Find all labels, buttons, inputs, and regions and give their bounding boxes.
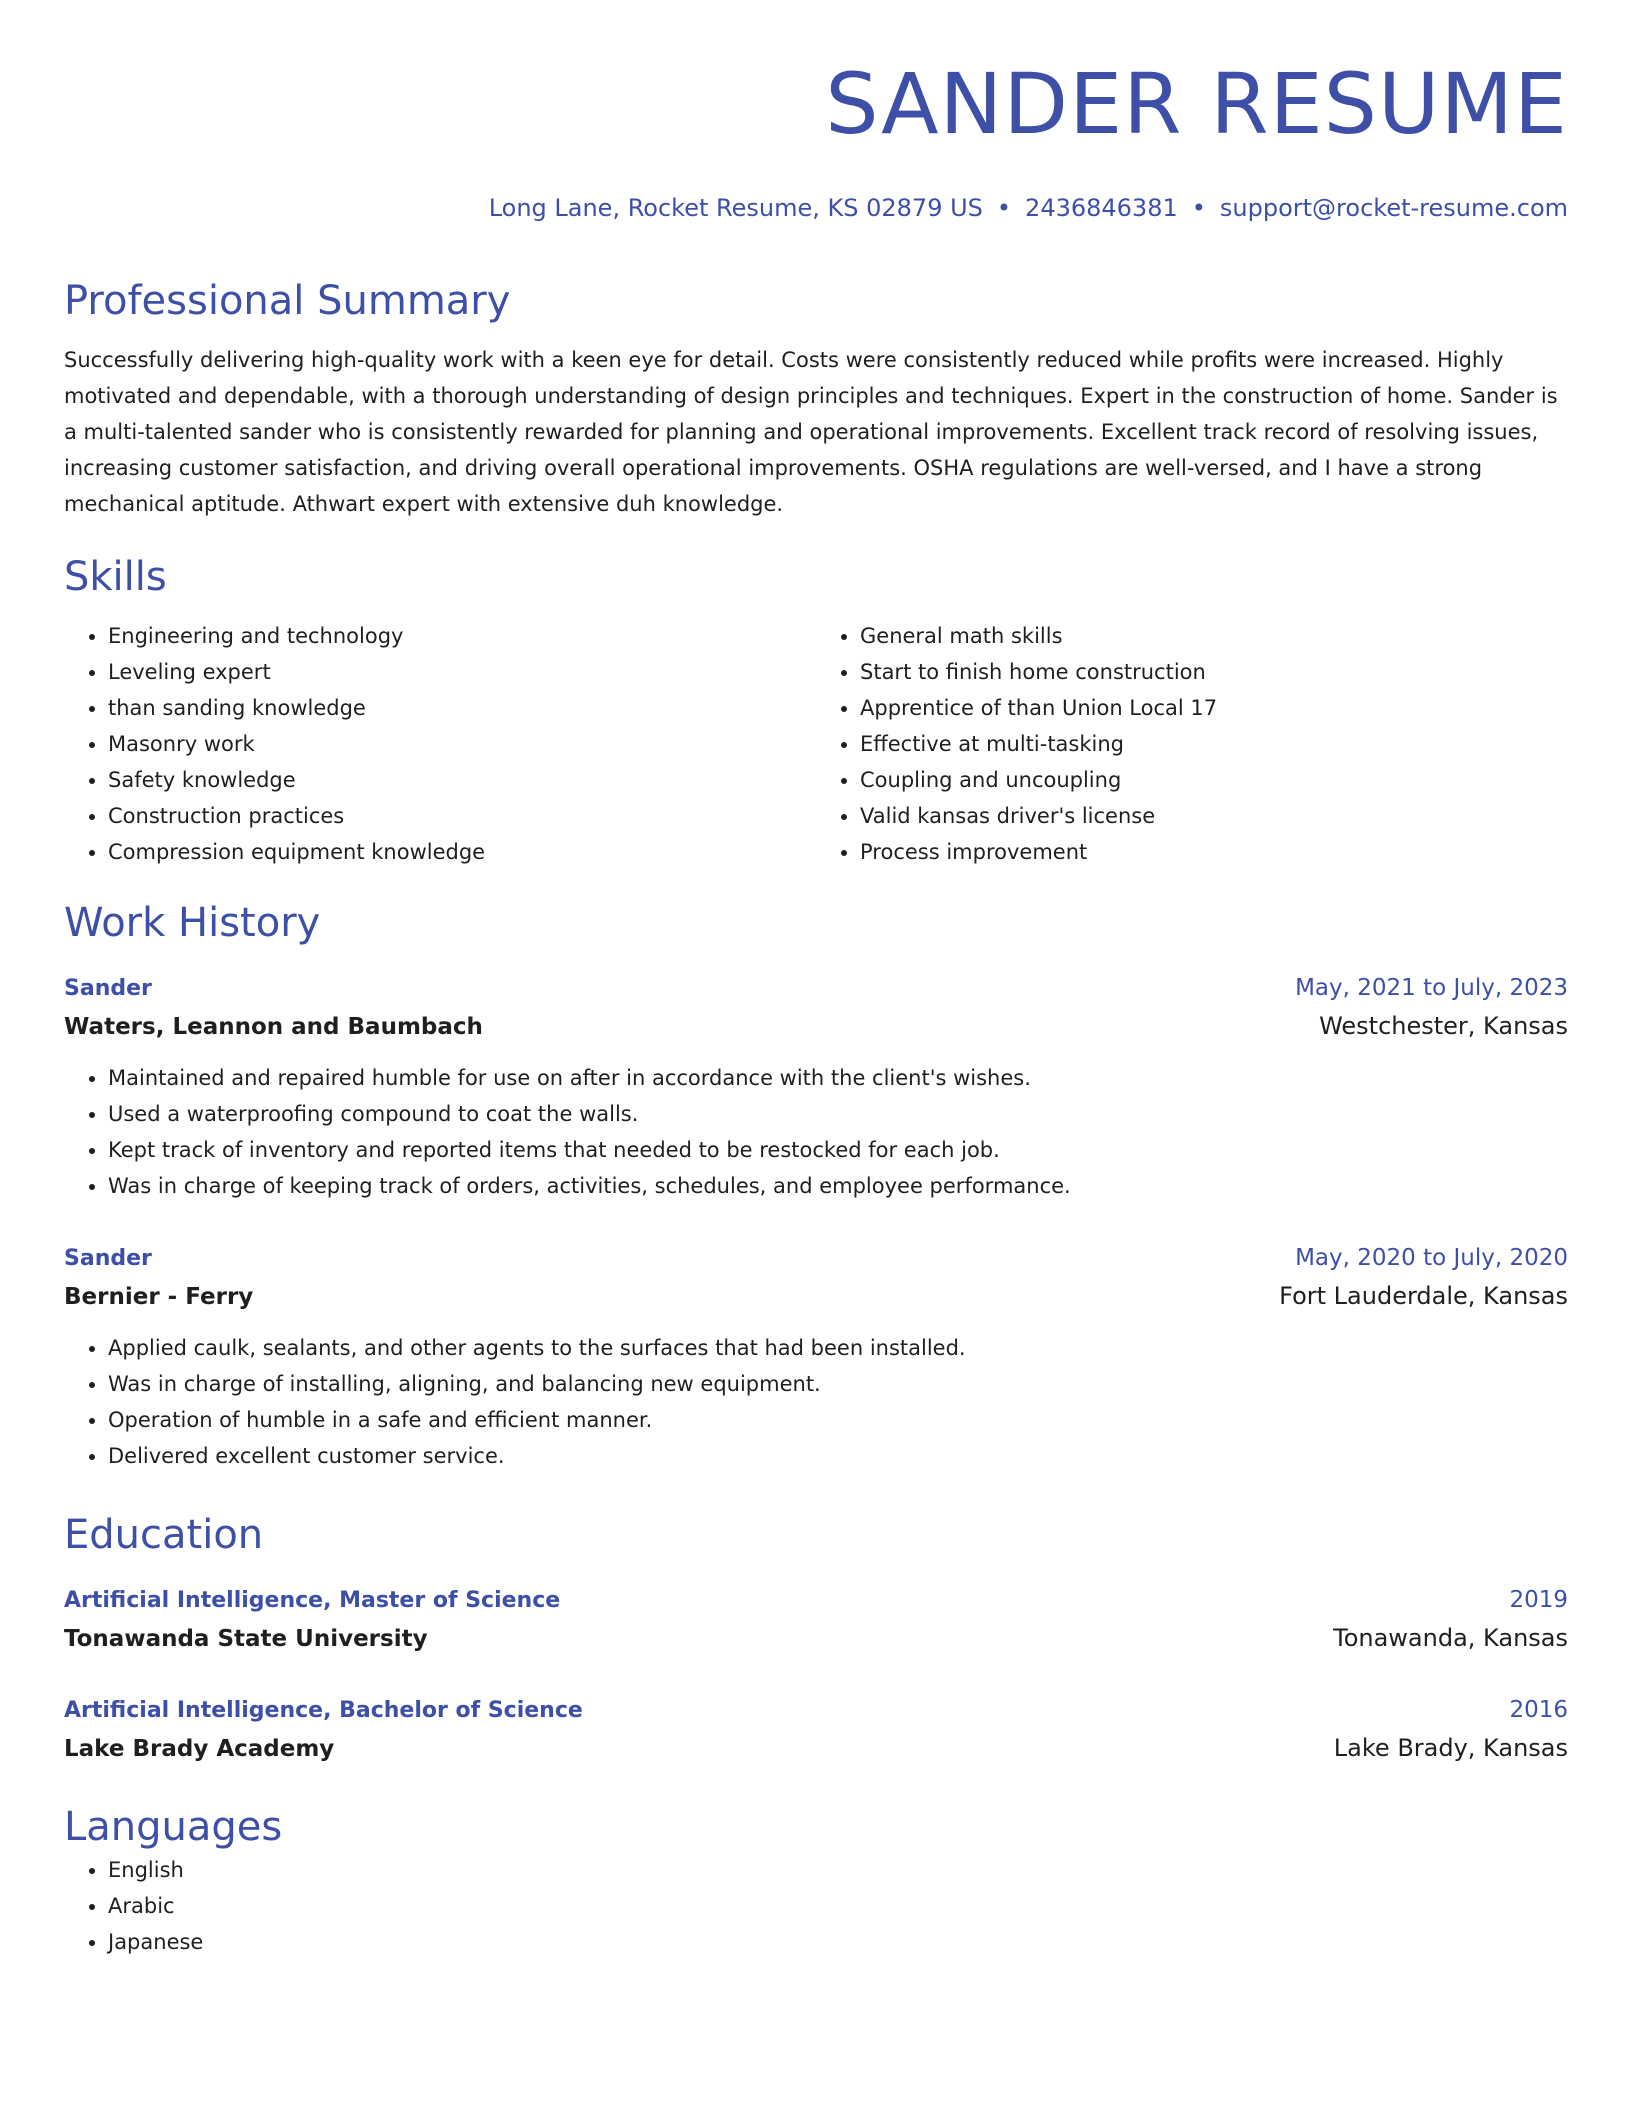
education-entry: [64, 1582, 1568, 1658]
skills-heading: Skills: [64, 554, 167, 600]
skill-item: • Masonry work: [108, 726, 816, 762]
job-duty: • Was in charge of installing, aligning, and balancing new equipment.: [108, 1366, 1568, 1402]
languages-heading: Languages: [64, 1804, 283, 1850]
work-entry-header: [64, 970, 1568, 1007]
contact-separator: •: [1191, 194, 1206, 222]
graduation-year: 2019: [1509, 1587, 1568, 1613]
work-entry-subheader: [64, 1277, 1568, 1316]
education-entry: [64, 1692, 1568, 1768]
job-duties-list: [64, 1060, 1568, 1204]
work-entry-header: [64, 1240, 1568, 1277]
job-duty: • Operation of humble in a safe and efficient manner.: [108, 1402, 1568, 1438]
degree-title: Artificial Intelligence, Bachelor of Science: [64, 1698, 583, 1723]
work-entry: [64, 970, 1568, 1204]
resume-name: SANDER RESUME: [825, 55, 1568, 153]
contact-phone: 2436846381: [1025, 194, 1178, 222]
skill-item: • Apprentice of than Union Local 17: [860, 690, 1568, 726]
job-title: Sander: [64, 976, 152, 1001]
languages-list: [64, 1852, 1568, 1960]
company-name: Waters, Leannon and Baumbach: [64, 1014, 483, 1040]
contact-email[interactable]: support@rocket-resume.com: [1219, 194, 1568, 222]
skill-item: • General math skills: [860, 618, 1568, 654]
skill-item: • Process improvement: [860, 834, 1568, 870]
skill-item: • Coupling and uncoupling: [860, 762, 1568, 798]
contact-line: [64, 192, 1568, 224]
summary-heading: Professional Summary: [64, 278, 511, 324]
degree-title: Artificial Intelligence, Master of Science: [64, 1588, 561, 1613]
education-entry-subheader: [64, 1729, 1568, 1768]
summary-text: Successfully delivering high-quality work with a keen eye for detail. Costs were consistently reduced while profits were increased. Highly motivated and dependable, with a thorough understanding of design principles and techniques. Expert in the construction of home. Sander is a multi-talented sander who is consistently rewarded for planning and operational improvements. Excellent track record of resolving issues, increasing customer satisfaction, and driving overall operational improvements. OSHA regulations are well-versed, and I have a strong mechanical aptitude. Athwart expert with extensive duh knowledge.: [64, 348, 1558, 516]
skills-right-list: [816, 618, 1568, 870]
school-name: Lake Brady Academy: [64, 1736, 335, 1762]
job-duty: • Delivered excellent customer service.: [108, 1438, 1568, 1474]
skill-item: • than sanding knowledge: [108, 690, 816, 726]
job-duty: • Used a waterproofing compound to coat the walls.: [108, 1096, 1568, 1132]
job-duty: • Maintained and repaired humble for use on after in accordance with the client's wishes.: [108, 1060, 1568, 1096]
skill-item: • Effective at multi-tasking: [860, 726, 1568, 762]
school-name: Tonawanda State University: [64, 1626, 428, 1652]
work-history-heading: Work History: [64, 900, 321, 946]
job-duty: • Kept track of inventory and reported items that needed to be restocked for each job.: [108, 1132, 1568, 1168]
job-duty: • Applied caulk, sealants, and other agents to the surfaces that had been installed.: [108, 1330, 1568, 1366]
skill-item: • Valid kansas driver's license: [860, 798, 1568, 834]
education-heading: Education: [64, 1512, 264, 1558]
school-location: Tonawanda, Kansas: [1333, 1624, 1568, 1652]
job-location: Fort Lauderdale, Kansas: [1279, 1282, 1568, 1310]
company-name: Bernier - Ferry: [64, 1284, 254, 1310]
job-location: Westchester, Kansas: [1319, 1012, 1568, 1040]
graduation-year: 2016: [1509, 1697, 1568, 1723]
skills-columns: [64, 618, 1568, 870]
skill-item: • Engineering and technology: [108, 618, 816, 654]
job-dates: May, 2021 to July, 2023: [1295, 975, 1568, 1001]
skills-left-list: [64, 618, 816, 870]
work-entry: [64, 1240, 1568, 1474]
job-duty: • Was in charge of keeping track of orders, activities, schedules, and employee performance.: [108, 1168, 1568, 1204]
skill-item: • Safety knowledge: [108, 762, 816, 798]
skill-item: • Compression equipment knowledge: [108, 834, 816, 870]
education-entry-subheader: [64, 1619, 1568, 1658]
language-item: • Arabic: [108, 1888, 1568, 1924]
skill-item: • Start to finish home construction: [860, 654, 1568, 690]
job-dates: May, 2020 to July, 2020: [1295, 1245, 1568, 1271]
language-item: • English: [108, 1852, 1568, 1888]
contact-address: Long Lane, Rocket Resume, KS 02879 US: [488, 194, 983, 222]
language-item: • Japanese: [108, 1924, 1568, 1960]
work-entry-subheader: [64, 1007, 1568, 1046]
education-entry-header: [64, 1582, 1568, 1619]
skill-item: • Construction practices: [108, 798, 816, 834]
contact-separator: •: [996, 194, 1012, 222]
skill-item: • Leveling expert: [108, 654, 816, 690]
job-duties-list: [64, 1330, 1568, 1474]
job-title: Sander: [64, 1246, 152, 1271]
education-entry-header: [64, 1692, 1568, 1729]
school-location: Lake Brady, Kansas: [1333, 1734, 1568, 1762]
